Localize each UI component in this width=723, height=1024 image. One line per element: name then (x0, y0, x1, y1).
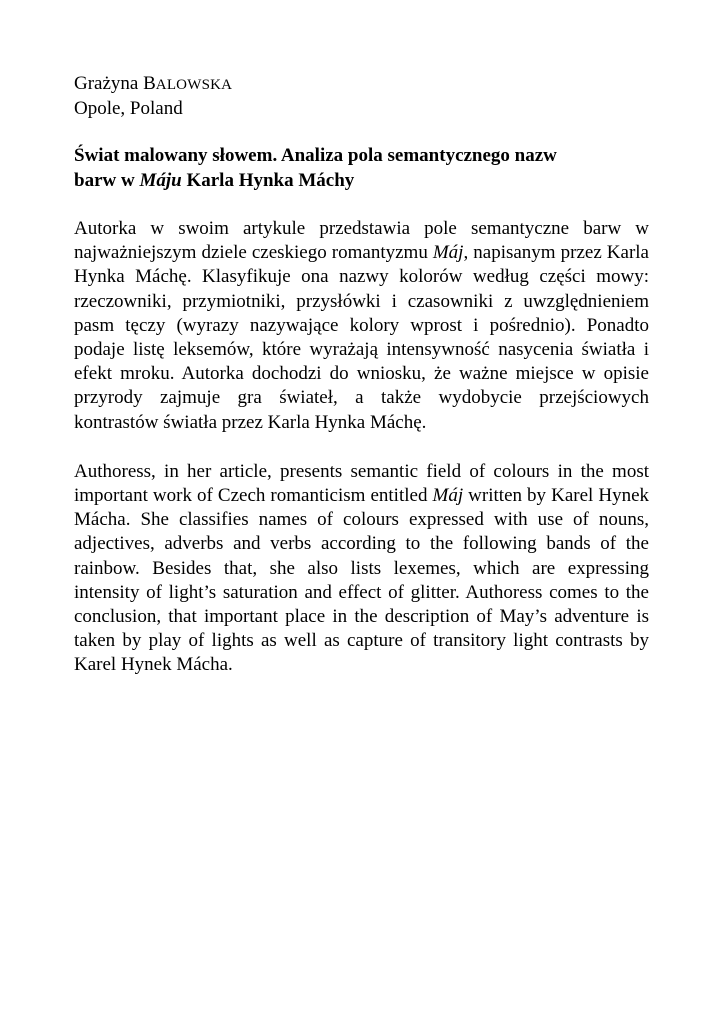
title-italic-word: Máju (139, 170, 182, 191)
author-first-name: Grażyna B (74, 73, 156, 94)
author-affiliation: Opole, Poland (74, 98, 183, 119)
abstract-pl-italic: Máj (432, 242, 464, 264)
abstract-en-text-1: Authoress, in her article, presents semantic field of colours in the most important work of Czech romanticism entitled (74, 460, 649, 507)
abstract-en-italic: Máj (432, 485, 464, 507)
title-prefix: barw w (74, 170, 140, 191)
author-block (74, 72, 649, 121)
abstract-polish (74, 217, 649, 435)
author-surname: ALOWSKA (155, 77, 233, 93)
document-page (74, 72, 649, 678)
abstract-en-text-2: written by Karel Hynek Mácha. She classifies names of colours expressed with use of nouns, adjectives, adverbs and verbs according to the following bands of the rainbow. Besides that, she also lists lexemes, which are expressing intensity of light’s saturation and effect of glitter. Authoress comes to the conclusion, that important place in the description of May’s adventure is taken by play of lights as well as capture of transitory light contrasts by Karel Hynek Mácha. (74, 485, 650, 676)
title-line-2 (74, 168, 649, 193)
article-title (74, 143, 649, 193)
author-name (74, 72, 649, 97)
title-suffix: Karla Hynka Máchy (181, 170, 355, 191)
title-line-1: Świat malowany słowem. Analiza pola semantycznego nazw (74, 145, 557, 166)
abstract-english (74, 460, 649, 678)
abstract-pl-text-2: , napisanym przez Karla Hynka Máchę. Klasyfikuje ona nazwy kolorów według części mowy: rzeczowniki, przymiotniki, przysłówki i czasowniki z uwzględnieniem pasm tęczy (wyrazy nazywające kolory wprost i pośrednio). Ponadto podaje listę leksemów, które wyrażają intensywność nasycenia światła i efekt mroku. Autorka dochodzi do wniosku, że ważne miejsce w opisie przyrody zajmuje gra świateł, a także wydobycie przejściowych kontrastów światła przez Karla Hynka Máchę. (74, 242, 649, 433)
abstract-pl-text-1: Autorka w swoim artykule przedstawia pole semantyczne barw w najważniejszym dziele czeskiego romantyzmu (74, 218, 649, 264)
